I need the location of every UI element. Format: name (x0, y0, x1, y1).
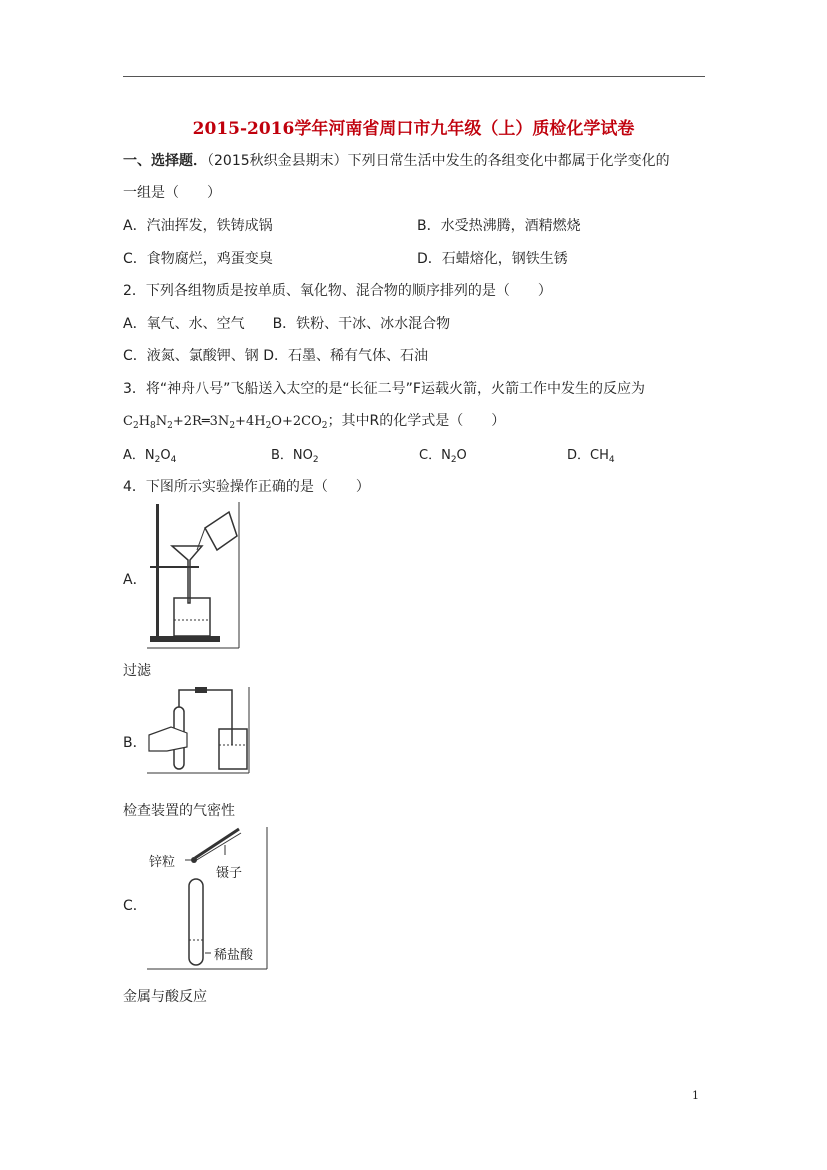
question-4-text: 4．下图所示实验操作正确的是（ ） (123, 479, 370, 495)
section-heading: 一、选择题． (123, 153, 207, 169)
page-title: 2015-2016学年河南省周口市九年级（上）质检化学试卷 (192, 119, 635, 139)
q4-option-c-label: C． (123, 898, 147, 914)
q4-option-b-label: B． (123, 735, 147, 751)
filtration-figure (147, 500, 243, 650)
q3-option-d: D．$CH_4$ (567, 448, 615, 465)
q1-option-d: D．石蜡熔化，钢铁生锈 (417, 251, 568, 267)
airtightness-figure (147, 685, 253, 775)
question-1 (123, 150, 670, 170)
q1-option-a: A．汽油挥发，铁铸成锅 (123, 218, 273, 234)
question-2-text: 2．下列各组物质是按单质、氧化物、混合物的顺序排列的是（ ） (123, 283, 552, 299)
header-rule (123, 76, 705, 77)
tweezers-label: 镊子 (216, 866, 243, 881)
q3-option-b: B．$NO_2$ (271, 448, 319, 465)
question-3-text: 3．将“神舟八号”飞船送入太空的是“长征二号”F运载火箭，火箭工作中发生的反应为 (123, 381, 645, 397)
q1-option-c: C．食物腐烂，鸡蛋变臭 (123, 251, 273, 267)
question-3-equation: $C_2H_8N_2+2R═3N_2+4H_2O+2CO_2$；其中R的化学式是（ ） (123, 413, 506, 431)
q2-options-line2: C．液氮、氯酸钾、钢 D．石墨、稀有气体、石油 (123, 348, 429, 364)
q4-option-b-caption: 检查装置的气密性 (123, 803, 235, 819)
q4-option-a-label: A． (123, 572, 147, 588)
q3-option-c: C．$N_2O$ (419, 448, 467, 465)
question-1-text-cont: 一组是（ ） (123, 185, 221, 201)
q4-option-a-caption: 过滤 (123, 663, 151, 679)
page-number: 1 (692, 1089, 699, 1102)
q2-options-line1: A．氧气、水、空气 B．铁粉、干冰、冰水混合物 (123, 316, 451, 332)
question-1-text: （2015秋织金县期末）下列日常生活中发生的各组变化中都属于化学变化的 (207, 153, 670, 169)
zinc-granule-label: 锌粒 (149, 855, 176, 870)
q4-option-c-caption: 金属与酸反应 (123, 989, 207, 1005)
dilute-hcl-label: 稀盐酸 (214, 948, 254, 963)
q1-option-b: B．水受热沸腾，酒精燃烧 (417, 218, 581, 234)
q3-option-a: A．$N_2O_4$ (123, 448, 177, 465)
